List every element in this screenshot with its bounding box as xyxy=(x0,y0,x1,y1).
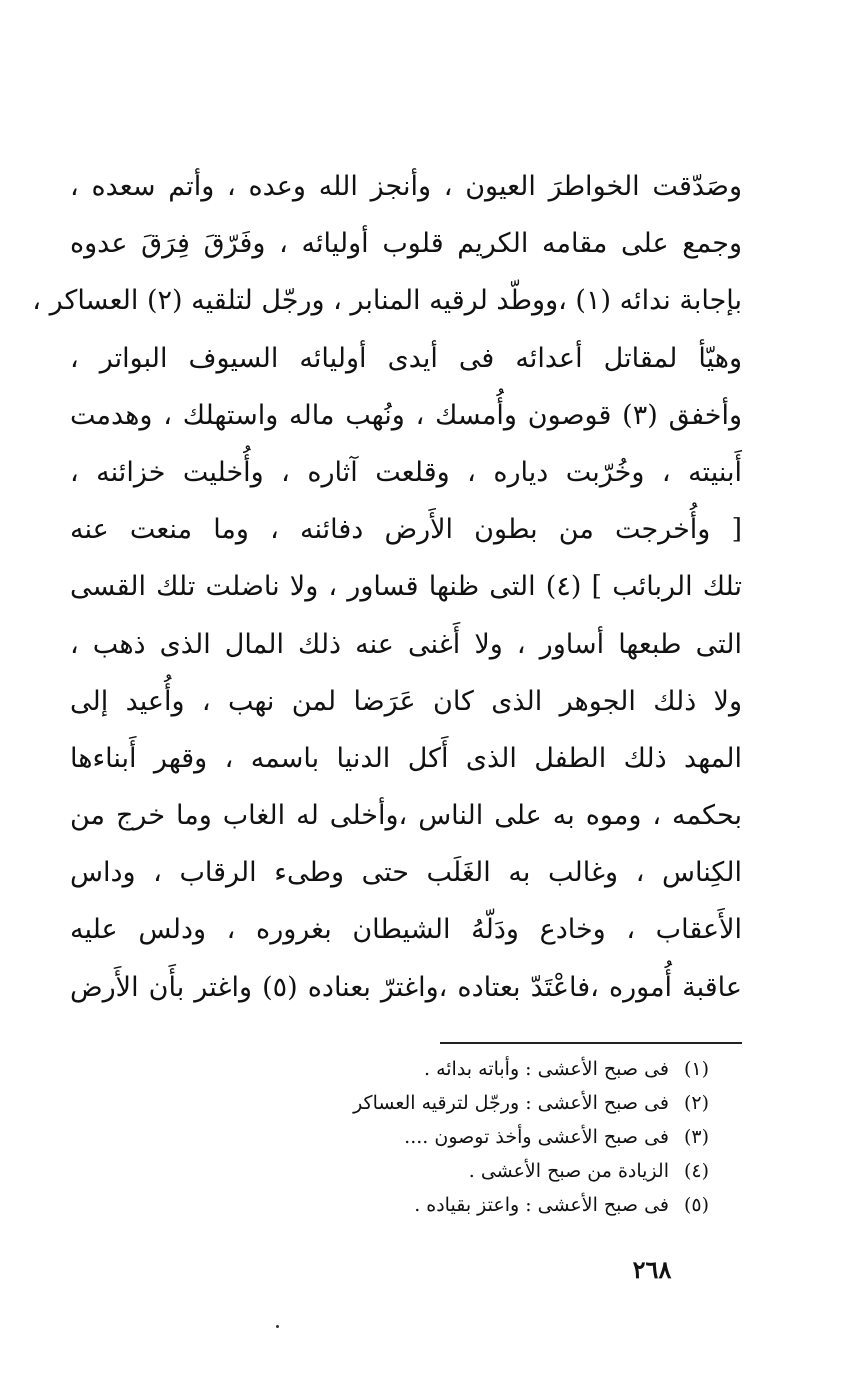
text-line: وهيّأ لمقاتل أعدائه فى أيدى أوليائه السيوف البواتر ، xyxy=(70,342,742,374)
footnote-text: فى صبح الأعشى : ورجّل لترقيه العساكر xyxy=(353,1092,669,1114)
text-line: بحكمه ، وموه به على الناس ،وأخلى له الغاب وما خرج من xyxy=(70,800,742,832)
text-line: وأخفق (٣) قوصون وأُمسك ، ونُهب ماله واستهلك ، وهدمت xyxy=(70,399,742,431)
footnote-item xyxy=(189,1154,709,1188)
footnote-text: فى صبح الأعشى وأخذ توصون .... xyxy=(404,1126,669,1148)
footnote-item xyxy=(189,1120,709,1154)
print-speck xyxy=(276,1325,279,1328)
text-line: الكِناس ، وغالب به الغَلَب حتى وطىء الرقاب ، وداس xyxy=(70,857,742,889)
footnote-number: (٢) xyxy=(683,1092,709,1114)
text-line: التى طبعها أساور ، ولا أَغنى عنه ذلك المال الذى ذهب ، xyxy=(70,628,742,660)
text-line: الأَعقاب ، وخادع ودَلّهُ الشيطان بغروره ، ودلس عليه xyxy=(70,914,742,946)
footnote-number: (٣) xyxy=(683,1126,709,1148)
footnote-separator xyxy=(440,1042,742,1044)
footnote-item xyxy=(189,1052,709,1086)
main-text-block xyxy=(32,158,743,1016)
footnote-number: (٤) xyxy=(683,1160,709,1182)
text-line: تلك الربائب ] (٤) التى ظنها قساور ، ولا ناضلت تلك القسى xyxy=(70,571,742,603)
text-line: أَبنيته ، وخُرّبت دياره ، وقلعت آثاره ، وأُخليت خزائنه ، xyxy=(70,456,742,488)
text-line: وصَدّقت الخواطرَ العيون ، وأنجز الله وعده ، وأتم سعده ، xyxy=(70,171,742,202)
footnote-number: (١) xyxy=(683,1058,709,1080)
footnote-text: فى صبح الأعشى : واعتز بقياده . xyxy=(414,1194,669,1216)
footnotes xyxy=(189,1052,709,1222)
footnote-number: (٥) xyxy=(683,1194,709,1216)
text-line: ولا ذلك الجوهر الذى كان عَرَضا لمن نهب ، وأُعيد إلى xyxy=(70,685,742,717)
text-line: المهد ذلك الطفل الذى أَكل الدنيا باسمه ، وقهر أَبناءها xyxy=(70,742,742,774)
text-line: وجمع على مقامه الكريم قلوب أوليائه ، وفَرّقَ فِرَقَ عدوه xyxy=(70,228,742,260)
footnote-item xyxy=(189,1188,709,1222)
footnote-text: فى صبح الأعشى : وأباته بدائه . xyxy=(424,1058,669,1080)
footnote-item xyxy=(189,1086,709,1120)
page-number: ٢٦٨ xyxy=(632,1255,672,1284)
text-line: عاقبة أُموره ،فاعْتَدّ بعتاده ،واغترّ بعناده (٥) واغتر بأَن الأَرض xyxy=(70,971,743,1003)
text-line: بإجابة ندائه (١) ،ووطّد لرقيه المنابر ، ورجّل لتلقيه (٢) العساكر ، xyxy=(32,285,742,317)
text-line: [ وأُخرجت من بطون الأَرض دفائنه ، وما منعت عنه xyxy=(70,514,742,546)
footnote-text: الزيادة من صبح الأعشى . xyxy=(468,1160,669,1182)
